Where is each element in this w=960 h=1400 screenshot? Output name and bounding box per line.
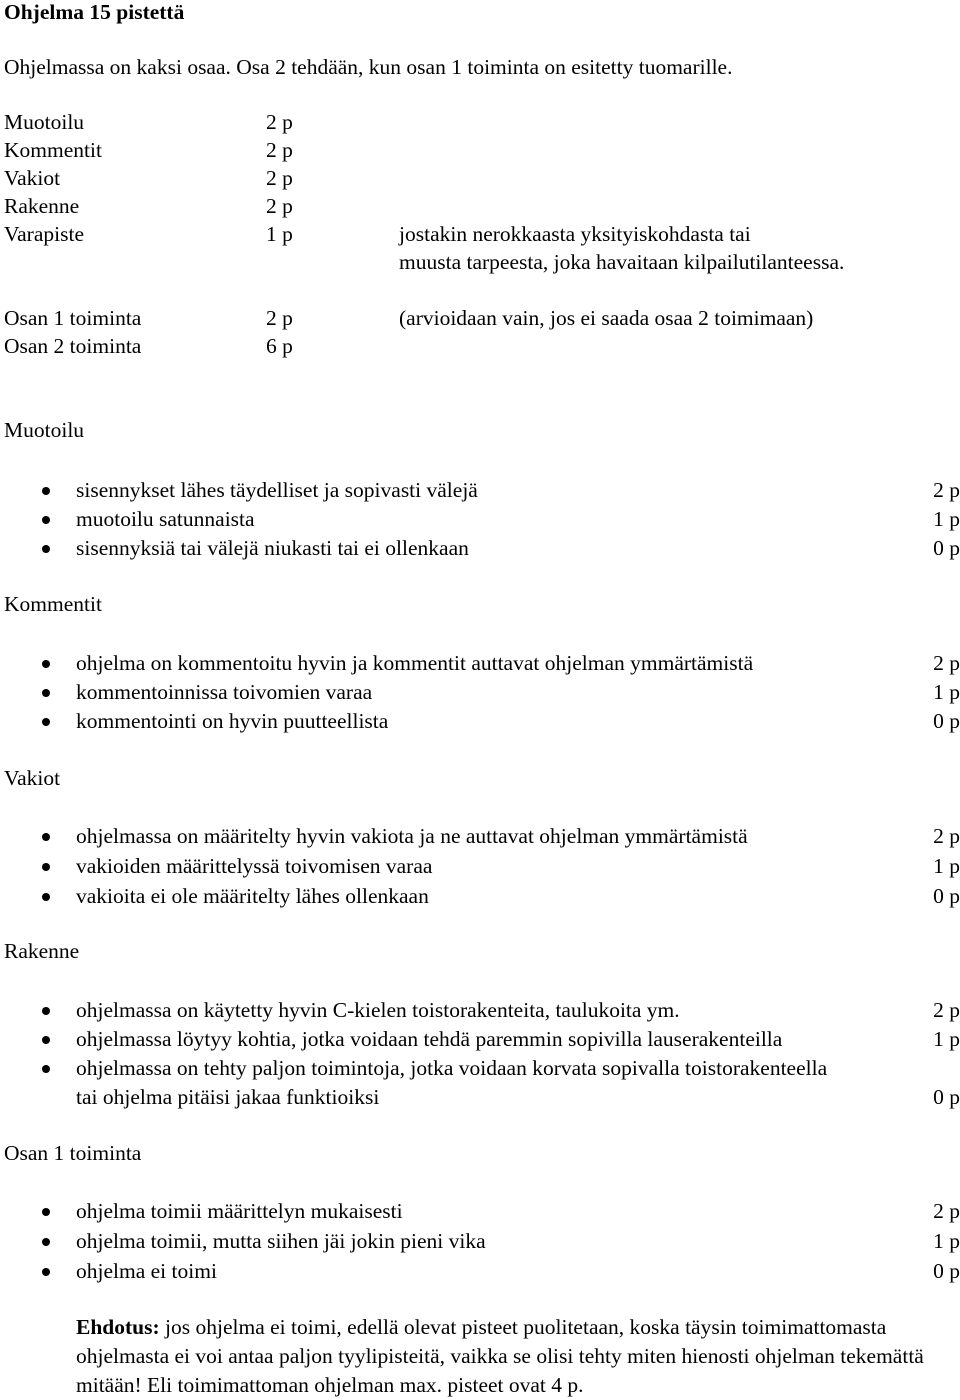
list-item: [0, 852, 960, 881]
score-note: (arvioidaan vain, jos ei saada osaa 2 toimimaan): [399, 306, 814, 330]
criterion-points: 2 p: [933, 824, 960, 848]
score-points: 2 p: [266, 306, 293, 330]
criterion-text: ohjelmassa on määritelty hyvin vakiota ja ne auttavat ohjelman ymmärtämistä: [76, 824, 748, 848]
list-item: [0, 1054, 960, 1083]
list-item: [0, 822, 960, 851]
score-name: Varapiste: [4, 222, 84, 246]
score-points: 1 p: [266, 222, 293, 246]
suggestion-label: Ehdotus:: [76, 1315, 160, 1339]
bullet-icon: [42, 1268, 50, 1276]
score-points: 2 p: [266, 138, 293, 162]
criterion-points: 0 p: [933, 1085, 960, 1109]
bullet-icon: [42, 893, 50, 901]
criterion-text: sisennyksiä tai välejä niukasti tai ei ollenkaan: [76, 536, 469, 560]
list-item: [0, 505, 960, 534]
criterion-text: ohjelmassa on tehty paljon toimintoja, jotka voidaan korvata sopivalla toistorakenteella: [76, 1056, 828, 1080]
list-item: [0, 1257, 960, 1286]
criterion-text: vakioiden määrittelyssä toivomisen varaa: [76, 854, 433, 878]
bullet-icon: [42, 718, 50, 726]
bullet-icon: [42, 1036, 50, 1044]
criterion-text: ohjelma toimii määrittelyn mukaisesti: [76, 1199, 403, 1223]
suggestion-text: jos ohjelma ei toimi, edellä olevat pisteet puolitetaan, koska täysin toimimattomasta ohjelmasta ei voi antaa paljon tyylipisteitä, vaikka se olisi tehty miten hienosti ohjelman tekemättä mitään! Eli toimimattoman ohjelman max. pisteet ovat 4 p.: [76, 1315, 924, 1397]
score-name: Osan 1 toiminta: [4, 306, 142, 330]
score-note: muusta tarpeesta, joka havaitaan kilpailutilanteessa.: [399, 250, 845, 274]
section-heading: Vakiot: [4, 766, 61, 790]
criterion-text: tai ohjelma pitäisi jakaa funktioiksi: [76, 1085, 380, 1109]
score-name: Vakiot: [4, 166, 61, 190]
criterion-points: 0 p: [933, 709, 960, 733]
criterion-points: 2 p: [933, 651, 960, 675]
score-name: Muotoilu: [4, 110, 85, 134]
bullet-icon: [42, 863, 50, 871]
list-item: [0, 1227, 960, 1256]
criterion-text: sisennykset lähes täydelliset ja sopivasti välejä: [76, 478, 478, 502]
criterion-points: 1 p: [933, 1027, 960, 1051]
bullet-icon: [42, 833, 50, 841]
score-points: 2 p: [266, 110, 293, 134]
section-heading: Kommentit: [4, 592, 102, 616]
list-item: [0, 707, 960, 736]
section-heading: Muotoilu: [4, 418, 85, 442]
list-item: [0, 1197, 960, 1226]
score-points: 6 p: [266, 334, 293, 358]
page-title: Ohjelma 15 pistettä: [4, 0, 185, 24]
criterion-points: 2 p: [933, 478, 960, 502]
list-item: [0, 649, 960, 678]
section-heading: Osan 1 toiminta: [4, 1141, 142, 1165]
score-points: 2 p: [266, 166, 293, 190]
score-name: Kommentit: [4, 138, 102, 162]
list-item: [0, 476, 960, 505]
bullet-icon: [42, 516, 50, 524]
list-item: [0, 882, 960, 911]
bullet-icon: [42, 689, 50, 697]
criterion-text: ohjelma ei toimi: [76, 1259, 217, 1283]
criterion-text: ohjelmassa on käytetty hyvin C-kielen toistorakenteita, taulukoita ym.: [76, 998, 680, 1022]
criterion-text: kommentointi on hyvin puutteellista: [76, 709, 389, 733]
bullet-icon: [42, 545, 50, 553]
criterion-text: ohjelmassa löytyy kohtia, jotka voidaan tehdä paremmin sopivilla lauserakenteilla: [76, 1027, 783, 1051]
criterion-text: ohjelma toimii, mutta siihen jäi jokin pieni vika: [76, 1229, 486, 1253]
score-note: jostakin nerokkaasta yksityiskohdasta tai: [399, 222, 751, 246]
bullet-icon: [42, 1065, 50, 1073]
score-name: Rakenne: [4, 194, 80, 218]
list-item: [0, 1025, 960, 1054]
criterion-points: 1 p: [933, 680, 960, 704]
bullet-icon: [42, 487, 50, 495]
criterion-points: 0 p: [933, 884, 960, 908]
bullet-icon: [42, 1007, 50, 1015]
criterion-text: vakioita ei ole määritelty lähes ollenkaan: [76, 884, 429, 908]
bullet-icon: [42, 660, 50, 668]
bullet-icon: [42, 1208, 50, 1216]
criterion-points: 2 p: [933, 998, 960, 1022]
criterion-points: 2 p: [933, 1199, 960, 1223]
criterion-points: 1 p: [933, 854, 960, 878]
suggestion-note: [76, 1313, 956, 1400]
section-heading: Rakenne: [4, 939, 80, 963]
criterion-text: kommentoinnissa toivomien varaa: [76, 680, 373, 704]
list-item: [0, 534, 960, 563]
bullet-icon: [42, 1238, 50, 1246]
criterion-points: 0 p: [933, 536, 960, 560]
criterion-points: 1 p: [933, 1229, 960, 1253]
list-item: [0, 678, 960, 707]
criterion-text: muotoilu satunnaista: [76, 507, 255, 531]
criterion-points: 1 p: [933, 507, 960, 531]
score-name: Osan 2 toiminta: [4, 334, 142, 358]
list-item-continuation: [0, 1083, 960, 1112]
criterion-text: ohjelma on kommentoitu hyvin ja kommentit auttavat ohjelman ymmärtämistä: [76, 651, 754, 675]
criterion-points: 0 p: [933, 1259, 960, 1283]
intro-paragraph: Ohjelmassa on kaksi osaa. Osa 2 tehdään, kun osan 1 toiminta on esitetty tuomarille.: [4, 55, 733, 79]
list-item: [0, 996, 960, 1025]
score-points: 2 p: [266, 194, 293, 218]
